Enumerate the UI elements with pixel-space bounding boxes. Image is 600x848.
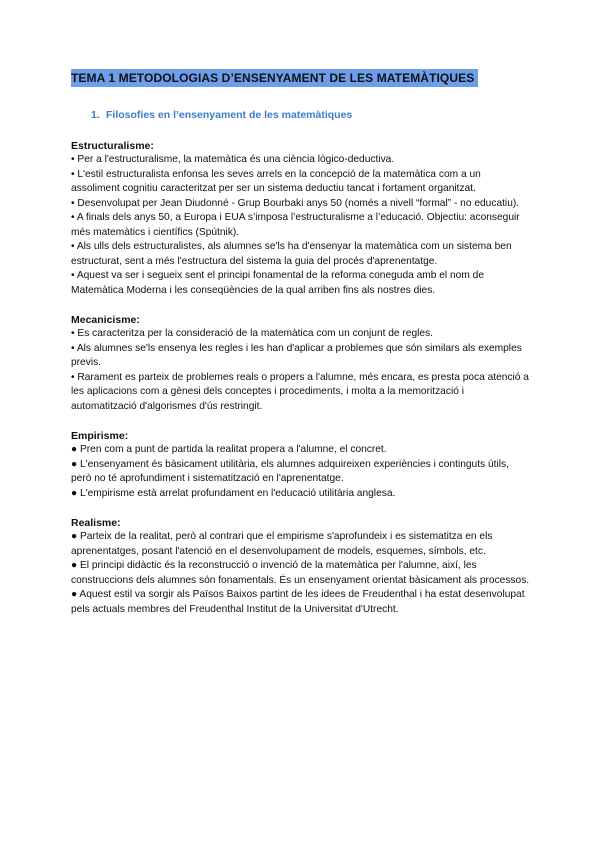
- section-heading: Empirisme:: [71, 430, 129, 442]
- bullet-item: • Desenvolupat per Jean Diudonné - Grup Bourbaki anys 50 (només a nivell “formal” - no educatiu).: [71, 197, 520, 209]
- section-mecanicisme: [71, 313, 531, 414]
- bullet-item: • L'estil estructuralista enfonsa les seves arrels en la concepció de la matemàtica com a un assoliment cognitiu caracteritzat per ser un sistema deductiu tancat i fortament organitzat.: [71, 168, 481, 194]
- subtitle-number: 1.: [91, 109, 100, 121]
- section-heading: Mecanicisme:: [71, 314, 140, 326]
- bullet-item: • Als alumnes se'ls ensenya les regles i les han d'aplicar a problemes que són similars als exemples previs.: [71, 342, 522, 368]
- bullet-item: • Rarament es parteix de problemes reals o propers a l'alumne, més encara, es presta poca atenció a les aplicacions com a gènesi dels conceptes i procediments, i molta a la memorització i automatització d'algorismes d'ús restringit.: [71, 371, 529, 412]
- section-empirisme: [71, 429, 531, 501]
- section-estructuralisme: [71, 139, 531, 298]
- bullet-item: ● L'ensenyament és bàsicament utilitària, els alumnes adquireixen experiències i continguts útils, però no té aprofundiment i sistematització en l'aprenentatge.: [71, 458, 509, 484]
- subtitle-text: Filosofies en l’ensenyament de les matemàtiques: [106, 109, 353, 121]
- bullet-item: • Es caracteritza per la consideració de la matemàtica com un conjunt de regles.: [71, 328, 434, 339]
- bullet-item: • Per a l'estructuralisme, la matemàtica és una ciència lògico-deductiva.: [71, 154, 395, 165]
- bullet-item: ● Parteix de la realitat, però al contrari que el empirisme s'aprofundeix i es sistematitza en els aprenentatges, posant l'atenció en el desenvolupament de models, esquemes, símbols, etc.: [71, 531, 493, 557]
- section-realisme: [71, 516, 531, 617]
- page-title: TEMA 1 METODOLOGIAS D’ENSENYAMENT DE LES MATEMÀTIQUES: [71, 69, 478, 87]
- bullet-item: • A finals dels anys 50, a Europa i EUA s’imposa l’estructuralisme a l’educació. Objectiu: aconseguir més matemàtics i científics (Spútnik).: [71, 212, 520, 238]
- bullet-item: ● L'empirisme està arrelat profundament en l'educació utilitària anglesa.: [71, 487, 396, 499]
- document-page: [71, 69, 531, 632]
- bullet-item: • Aquest va ser i segueix sent el principi fonamental de la reforma coneguda amb el nom de Matemàtica Moderna i les conseqüències de la qual arriben fins als nostres dies.: [71, 270, 485, 296]
- bullet-item: ● El principi didàctic és la reconstrucció o invenció de la matemàtica per l'alumne, així, les construccions dels alumnes són fonamentals. És un ensenyament orientat bàsicament als processos.: [71, 560, 530, 586]
- bullet-item: • Als ulls dels estructuralistes, als alumnes se'ls ha d'ensenyar la matemàtica com un sistema ben estructurat, sent a més l'estructura del sistema la guia del procés d'aprenentatge.: [71, 241, 512, 267]
- section-subtitle: [91, 108, 531, 122]
- section-heading: Realisme:: [71, 517, 121, 529]
- section-heading: Estructuralisme:: [71, 140, 154, 152]
- bullet-item: ● Pren com a punt de partida la realitat propera a l'alumne, el concret.: [71, 444, 387, 455]
- bullet-item: ● Aquest estil va sorgir als Països Baixos partint de les idees de Freudenthal i ha estat desenvolupat pels actuals membres del Freudenthal Institut de la Universitat d'Utrecht.: [71, 589, 525, 615]
